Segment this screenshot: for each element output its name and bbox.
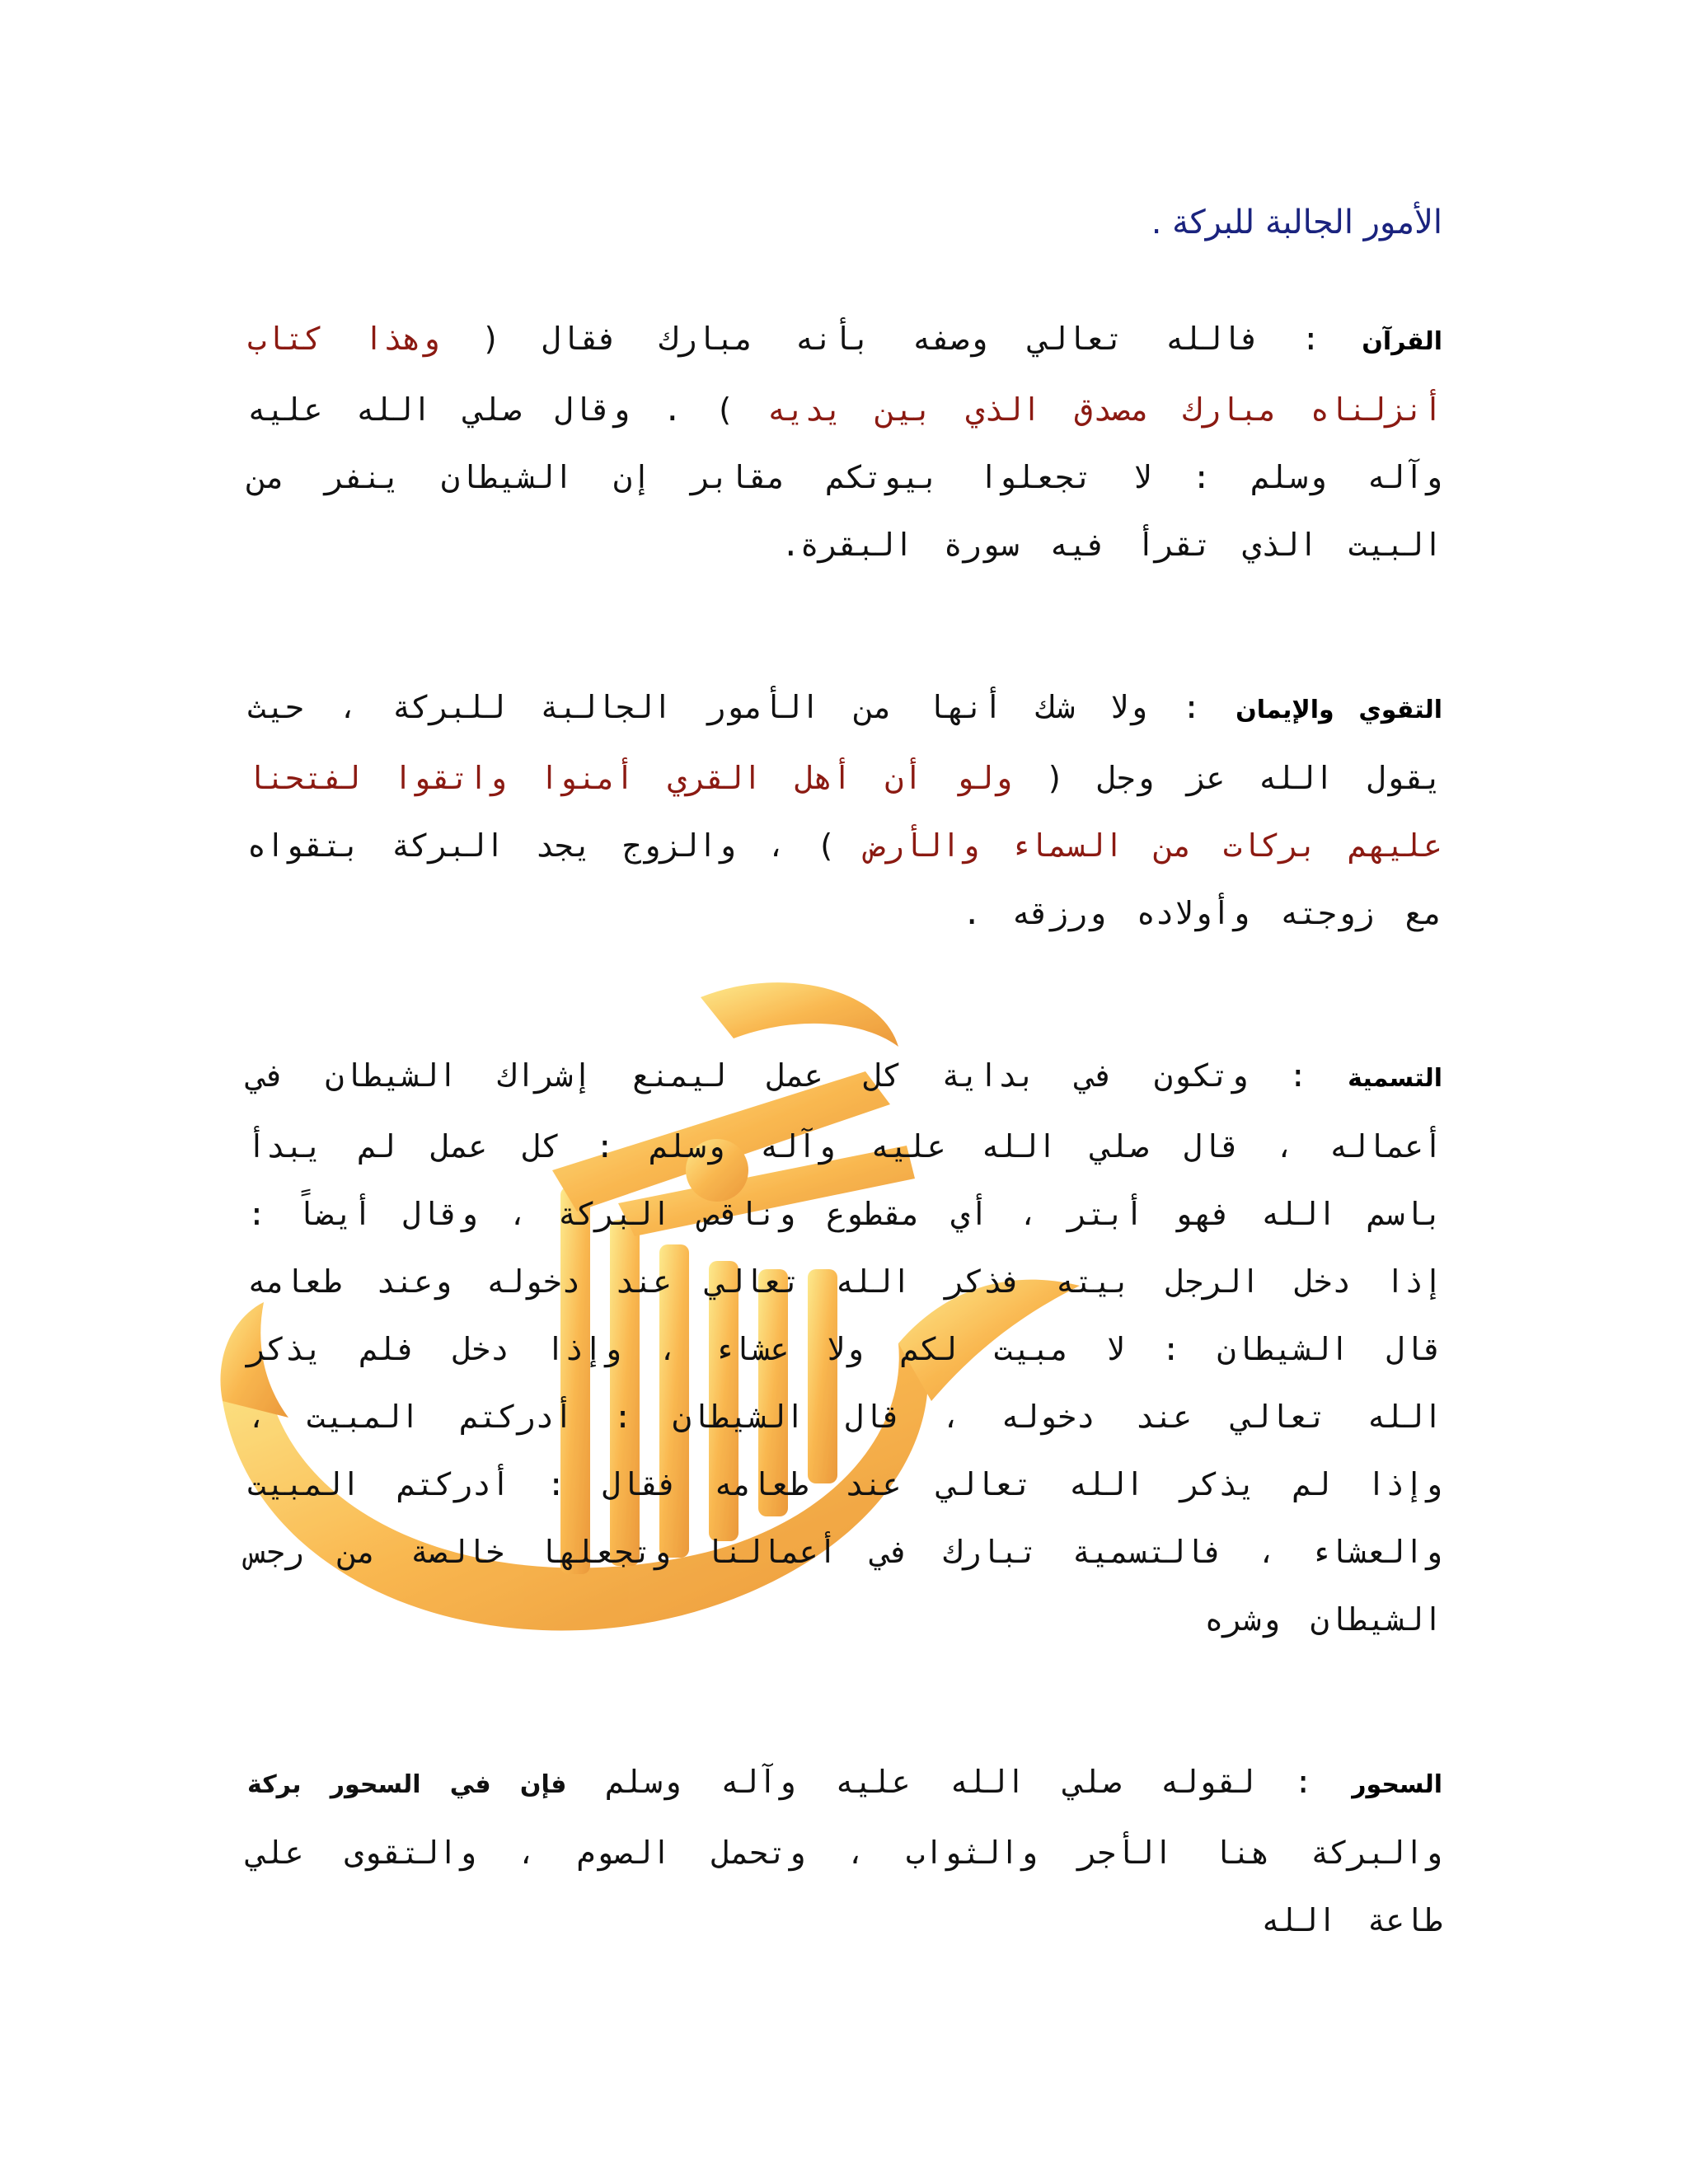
section-paragraph (247, 673, 1442, 947)
separator: : (1259, 321, 1362, 357)
section-paragraph (247, 1042, 1442, 1653)
section-tasmiya (247, 1042, 1442, 1653)
section-taqwa (247, 673, 1442, 947)
hadith-phrase: فإن في السحور بركة (247, 1770, 567, 1799)
section-suhoor (247, 1748, 1442, 1954)
section-heading: التسمية (1348, 1064, 1442, 1093)
section-heading: القرآن (1362, 327, 1442, 356)
section-paragraph (247, 1748, 1442, 1954)
separator: : (1254, 1764, 1353, 1800)
paragraph-text: لقوله صلي الله عليه وآله وسلم (566, 1764, 1255, 1800)
document-title: الأمور الجالبة للبركة . (1151, 204, 1442, 241)
section-heading: السحور (1352, 1770, 1443, 1799)
quran-quote: ولو أن أهل القري أمنوا واتقوا لفتحنا عليهم بركات من السماء والأرض (247, 760, 1442, 864)
paragraph-text: وتكون في بداية كل عمل ليمنع إشراك الشيطان في أعماله ، قال صلي الله عليه وآله وسلم : كل عمل لم يبدأ باسم الله فهو أبتر ، أي مقطوع وناقص البركة ، وقال أيضاً : إذا دخل الرجل بيته فذكر الله تعالي عند دخوله وعند طعامه قال الشيطان : لا مبيت لكم ولا عشاء ، وإذا دخل فلم يذكر الله تعالي عند دخوله ، قال الشيطان : أدركتم المبيت ، وإذا لم يذكر الله تعالي عند طعامه فقال : أدركتم المبيت والعشاء ، فالتسمية تبارك في أعمالنا وتجعلها خالصة من رجس الشيطان وشره (247, 1057, 1442, 1638)
section-paragraph (247, 305, 1442, 579)
paragraph-text: فالله تعالي وصفه بأنه مبارك فقال ( (439, 321, 1260, 357)
separator: : (1248, 1057, 1348, 1094)
separator: : (1146, 689, 1236, 725)
paragraph-text: ولا شك أنها من الأمور الجالبة للبركة ، حيث يقول الله عز وجل ( (247, 689, 1442, 796)
paragraph-text: ) ، والزوج يجد البركة بتقواه مع زوجته وأولاده ورزقه . (247, 827, 1442, 931)
section-heading: التقوي والإيمان (1236, 696, 1443, 724)
quran-quote: وهذا كتاب أنزلناه مبارك مصدق الذي بين يديه (247, 321, 1442, 428)
document-body (247, 198, 1442, 2049)
section-quran (247, 305, 1442, 579)
paragraph-text: والبركة هنا الأجر والثواب ، وتحمل الصوم ، والتقوى علي طاعة الله (247, 1835, 1442, 1938)
paragraph-text: ) . وقال صلي الله عليه وآله وسلم : لا تجعلوا بيوتكم مقابر إن الشيطان ينفر من البيت الذي تقرأ فيه سورة البقرة. (247, 391, 1442, 563)
